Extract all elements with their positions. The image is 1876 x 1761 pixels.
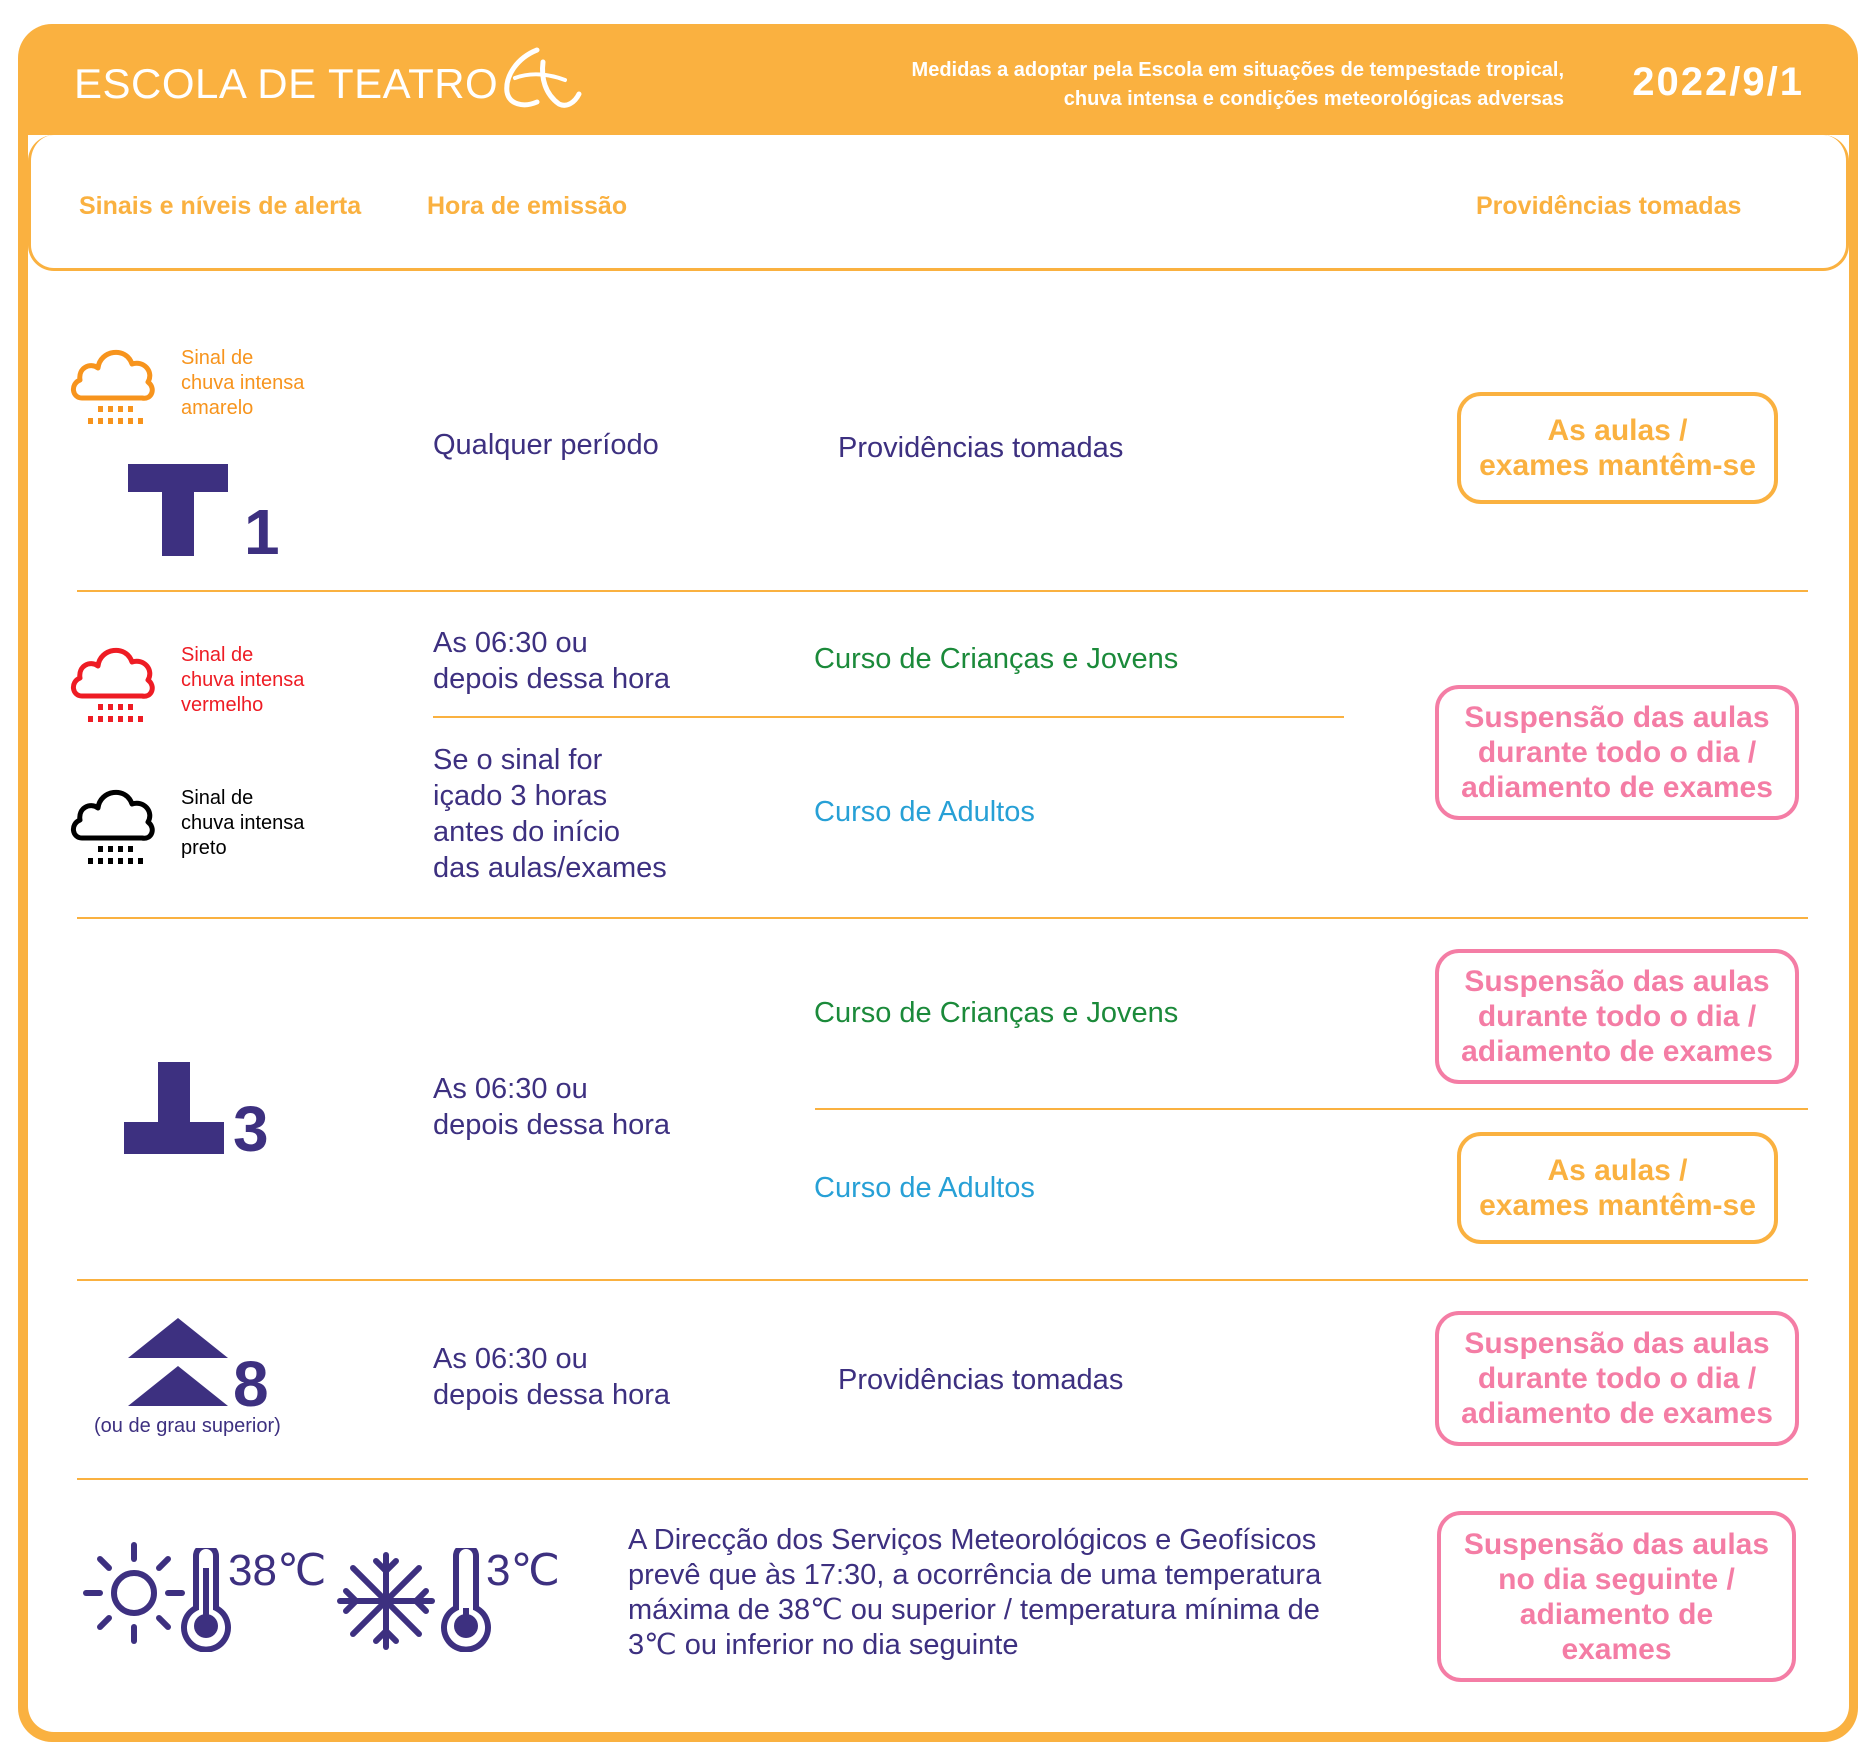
text-line: içado 3 horas — [433, 780, 608, 812]
typhoon-signal-3-icon — [124, 1062, 224, 1156]
text-line: prevê que às 17:30, a ocorrência de uma temperatura — [628, 1559, 1322, 1591]
typhoon-number-3: 3 — [233, 1093, 269, 1165]
badge-line: As aulas / — [1547, 1154, 1688, 1187]
column-signals: Sinais e níveis de alerta — [79, 192, 362, 220]
row4-time — [433, 1341, 670, 1413]
text-line: antes do início — [433, 816, 621, 848]
thermometer-cold-icon — [440, 1548, 492, 1652]
badge-line: no dia seguinte / — [1498, 1562, 1735, 1596]
badge-line: exames mantêm-se — [1479, 449, 1756, 482]
red-rain-cloud-icon — [68, 634, 156, 730]
row1-course: Providências tomadas — [838, 432, 1124, 464]
header-subtitle-line2: chuva intensa e condições meteorológicas adversas — [1063, 88, 1564, 110]
text-line: depois dessa hora — [433, 1379, 670, 1411]
badge-line: Suspensão das aulas — [1463, 1527, 1770, 1561]
text-line: As 06:30 ou — [433, 627, 588, 659]
label-line: Sinal de — [181, 347, 254, 369]
label-line: Sinal de — [181, 644, 254, 666]
text-line: depois dessa hora — [433, 1109, 670, 1141]
snowflake-icon — [336, 1551, 436, 1651]
typhoon-grade-note: (ou de grau superior) — [94, 1415, 281, 1437]
text-line: A Direcção dos Serviços Meteorológicos e Geofísicos — [628, 1524, 1317, 1556]
action-badge-next-day-suspension — [1437, 1511, 1796, 1682]
row-divider — [77, 1478, 1808, 1480]
badge-line: durante todo o dia / — [1477, 736, 1757, 769]
row3-course-children: Curso de Crianças e Jovens — [814, 997, 1179, 1029]
text-line: máxima de 38℃ ou superior / temperatura mínima de — [628, 1594, 1320, 1626]
label-line: preto — [181, 837, 227, 859]
label-line: Sinal de — [181, 787, 254, 809]
text-line: das aulas/exames — [433, 852, 667, 884]
text-line: 3℃ ou inferior no dia seguinte — [628, 1629, 1019, 1661]
row-subdivider — [815, 1108, 1808, 1110]
badge-line: As aulas / — [1547, 414, 1688, 447]
thermometer-hot-icon — [180, 1548, 232, 1652]
action-badge-suspension — [1435, 949, 1799, 1084]
red-signal-label — [181, 643, 304, 718]
row-divider — [77, 590, 1808, 592]
row3-time — [433, 1071, 670, 1143]
column-actions: Providências tomadas — [1476, 192, 1742, 220]
text-line: Se o sinal for — [433, 744, 603, 776]
typhoon-signal-8-icon — [128, 1318, 228, 1410]
action-badge-suspension — [1435, 685, 1799, 820]
logo-icon — [497, 44, 583, 114]
badge-line: exames — [1561, 1632, 1672, 1666]
row2-course-children: Curso de Crianças e Jovens — [814, 643, 1179, 675]
row5-forecast-text — [628, 1523, 1321, 1663]
label-line: chuva intensa — [181, 669, 305, 691]
yellow-rain-cloud-icon — [68, 336, 156, 432]
column-time: Hora de emissão — [427, 192, 628, 220]
yellow-signal-label — [181, 346, 304, 421]
typhoon-number-1: 1 — [244, 496, 280, 568]
row4-course: Providências tomadas — [838, 1364, 1124, 1396]
badge-line: Suspensão das aulas — [1464, 701, 1770, 734]
header-date: 2022/9/1 — [1632, 60, 1804, 104]
row2-time1 — [433, 625, 670, 697]
sun-icon — [82, 1541, 186, 1645]
row-divider — [77, 917, 1808, 919]
cold-temperature: 3℃ — [486, 1546, 560, 1595]
row2-course-adults: Curso de Adultos — [814, 796, 1035, 828]
text-line: As 06:30 ou — [433, 1073, 588, 1105]
label-line: chuva intensa — [181, 812, 305, 834]
brand-title: ESCOLA DE TEATRO — [74, 60, 499, 107]
badge-line: durante todo o dia / — [1477, 1000, 1757, 1033]
row-divider — [77, 1279, 1808, 1281]
text-line: As 06:30 ou — [433, 1343, 588, 1375]
label-line: chuva intensa — [181, 372, 305, 394]
badge-line: adiamento de exames — [1461, 1035, 1773, 1068]
action-badge-classes-continue — [1457, 392, 1778, 504]
row1-time: Qualquer período — [433, 429, 659, 461]
header-subtitle-line1: Medidas a adoptar pela Escola em situações de tempestade tropical, — [911, 59, 1564, 81]
badge-line: adiamento de — [1519, 1597, 1714, 1631]
badge-line: adiamento de exames — [1461, 1397, 1773, 1430]
label-line: amarelo — [181, 397, 254, 419]
badge-line: Suspensão das aulas — [1464, 965, 1770, 998]
row3-course-adults: Curso de Adultos — [814, 1172, 1035, 1204]
black-rain-cloud-icon — [68, 776, 156, 872]
badge-line: Suspensão das aulas — [1464, 1327, 1770, 1360]
action-badge-suspension — [1435, 1311, 1799, 1446]
badge-line: exames mantêm-se — [1479, 1189, 1756, 1222]
header-subtitle — [912, 56, 1564, 114]
row-subdivider — [433, 716, 1344, 718]
row2-time2 — [433, 742, 667, 886]
label-line: vermelho — [181, 694, 264, 716]
badge-line: adiamento de exames — [1461, 771, 1773, 804]
text-line: depois dessa hora — [433, 663, 670, 695]
typhoon-signal-1-icon — [128, 464, 232, 558]
black-signal-label — [181, 786, 304, 861]
typhoon-number-8: 8 — [233, 1348, 269, 1420]
badge-line: durante todo o dia / — [1477, 1362, 1757, 1395]
hot-temperature: 38℃ — [228, 1546, 327, 1595]
action-badge-classes-continue — [1457, 1132, 1778, 1244]
